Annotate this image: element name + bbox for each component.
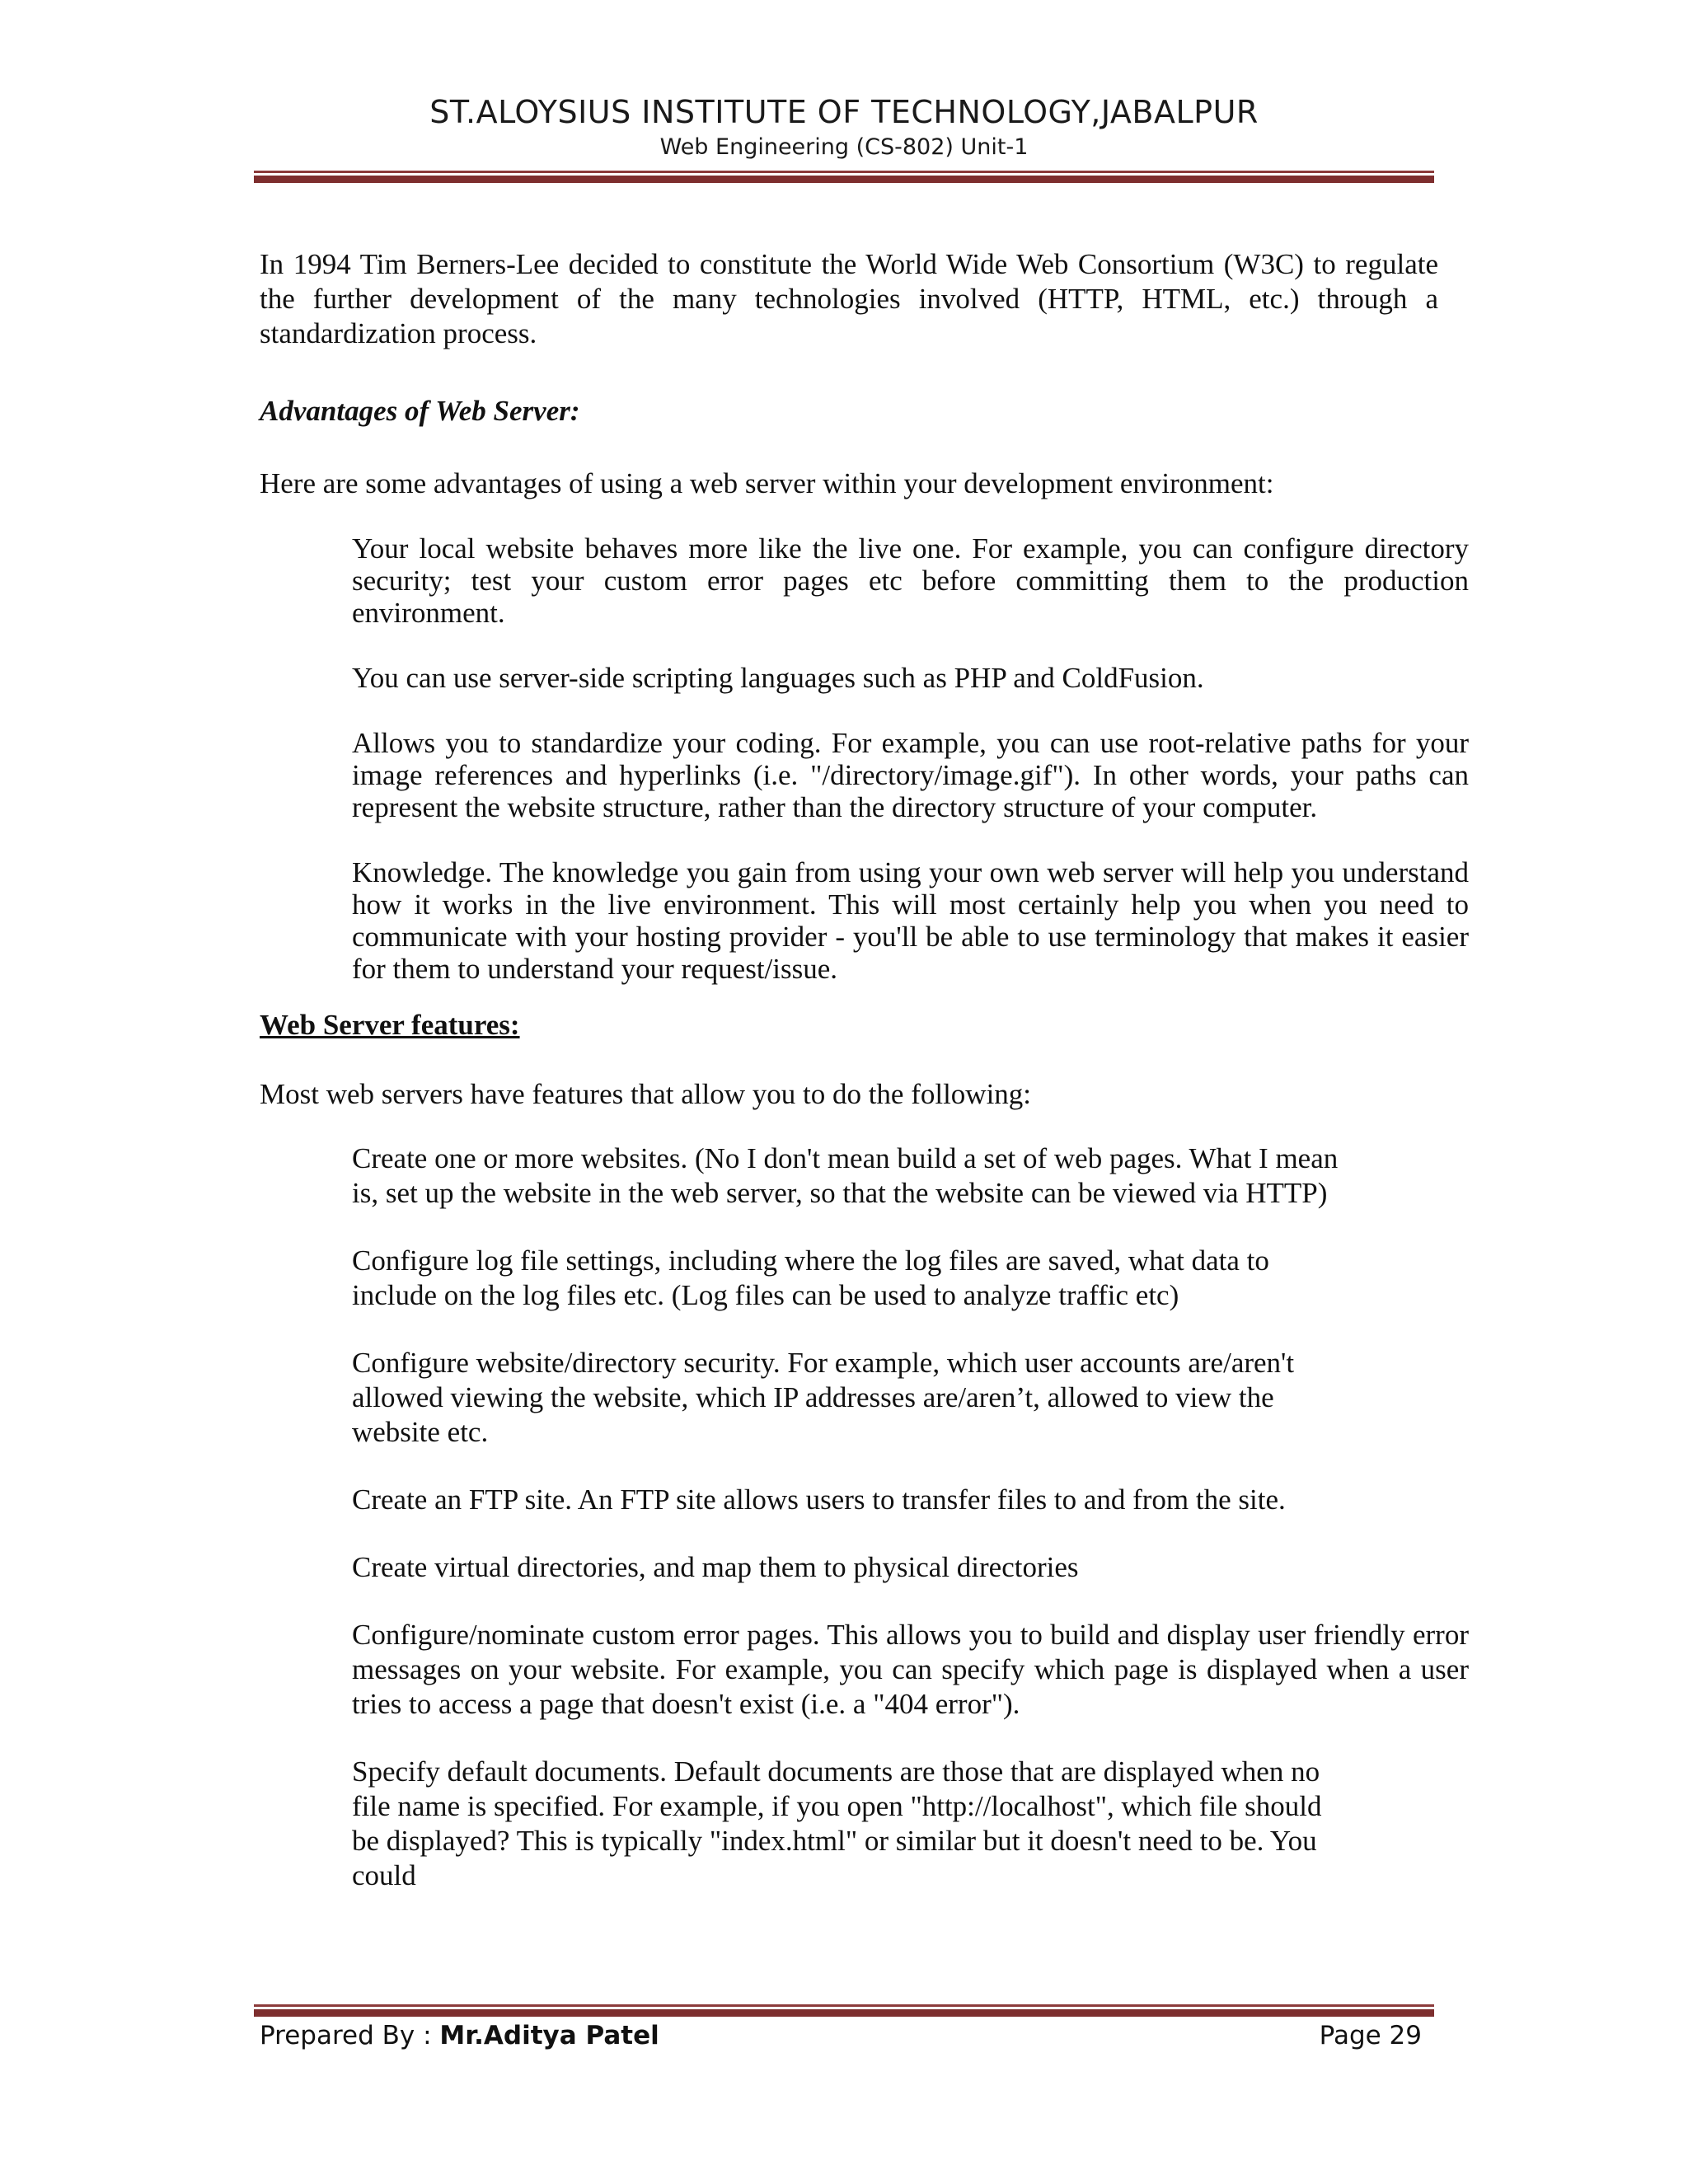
intro-paragraph: In 1994 Tim Berners-Lee decided to constitute the World Wide Web Consortium (W3C) to regulate the further development of the many technologies involved (HTTP, HTML, etc.) through a standardization process. bbox=[260, 248, 1438, 349]
prepared-by-label: Prepared By : bbox=[260, 2021, 440, 2050]
page-header bbox=[0, 92, 1688, 163]
feature-item: Create an FTP site. An FTP site allows users to transfer files to and from the site. bbox=[352, 1483, 1286, 1516]
feature-item: Configure website/directory security. For example, which user accounts are/aren't allowed viewing the website, which IP addresses are/aren’t, allowed to view the website etc. bbox=[352, 1347, 1295, 1448]
features-lead: Most web servers have features that allow you to do the following: bbox=[260, 1078, 1032, 1110]
advantage-item: You can use server-side scripting languages such as PHP and ColdFusion. bbox=[352, 662, 1204, 694]
author-name: Mr.Aditya Patel bbox=[439, 2021, 659, 2050]
advantages-lead: Here are some advantages of using a web server within your development environment: bbox=[260, 467, 1274, 499]
features-list bbox=[352, 1141, 1469, 1893]
advantage-item: Knowledge. The knowledge you gain from using your own web server will help you understand how it works in the live environment. This will most certainly help you when you need to communicate with your hosting provider - you'll be able to use terminology that makes it easier for them to understand your request/issue. bbox=[352, 856, 1469, 985]
subject-line: Web Engineering (CS-802) Unit-1 bbox=[659, 134, 1029, 160]
feature-item: Configure log file settings, including where the log files are saved, what data to include on the log files etc. (Log files can be used to analyze traffic etc) bbox=[352, 1244, 1269, 1311]
feature-item: Create virtual directories, and map them to physical directories bbox=[352, 1551, 1079, 1583]
feature-item: Create one or more websites. (No I don't mean build a set of web pages. What I mean is, set up the website in the web server, so that the website can be viewed via HTTP) bbox=[352, 1142, 1339, 1209]
page-number: Page 29 bbox=[1319, 2021, 1422, 2050]
institute-name: ST.ALOYSIUS INSTITUTE OF TECHNOLOGY,JABALPUR bbox=[429, 94, 1259, 130]
advantages-list bbox=[352, 532, 1469, 985]
features-heading: Web Server features: bbox=[260, 1009, 520, 1041]
prepared-by bbox=[260, 2019, 659, 2052]
advantage-item: Your local website behaves more like the live one. For example, you can configure directory security; test your custom error pages etc before committing them to the production environment. bbox=[352, 532, 1469, 629]
feature-item: Configure/nominate custom error pages. This allows you to build and display user friendly error messages on your website. For example, you can specify which page is displayed when a user tries to access a page that doesn't exist (i.e. a "404 error"). bbox=[352, 1619, 1469, 1720]
advantage-item: Allows you to standardize your coding. For example, you can use root-relative paths for your image references and hyperlinks (i.e. "/directory/image.gif"). In other words, your paths can represent the website structure, rather than the directory structure of your computer. bbox=[352, 727, 1469, 823]
header-rule bbox=[254, 171, 1434, 183]
feature-item: Specify default documents. Default documents are those that are displayed when no file name is specified. For example, if you open "http://localhost", which file should be displayed? This is typically "index.html" or similar but it doesn't need to be. You could bbox=[352, 1755, 1322, 1891]
page-body bbox=[260, 247, 1469, 1926]
advantages-heading: Advantages of Web Server: bbox=[260, 395, 580, 427]
footer-rule bbox=[254, 2004, 1434, 2017]
